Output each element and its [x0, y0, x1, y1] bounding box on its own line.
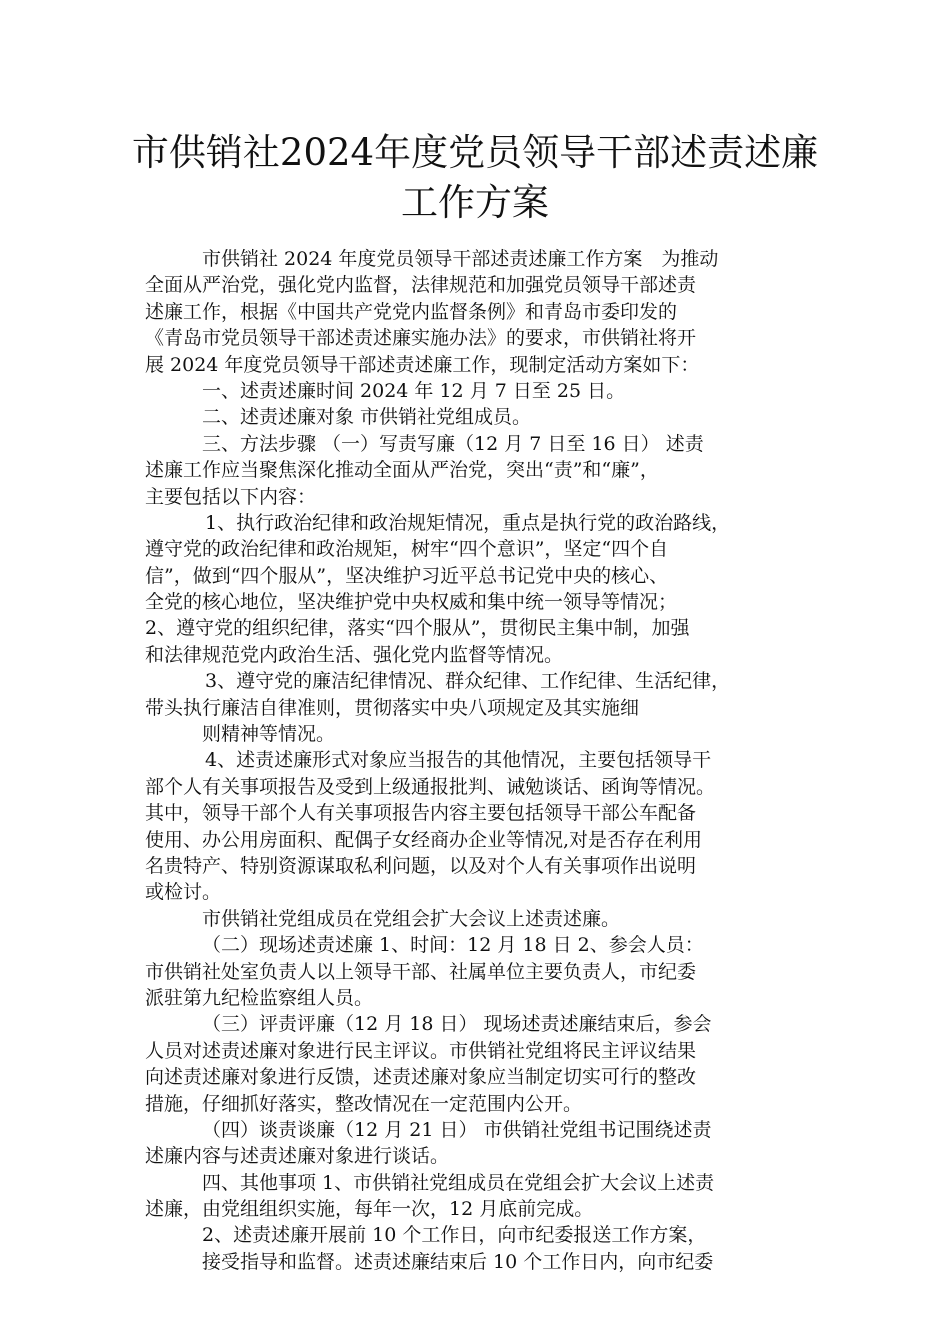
- document-title-line-2: 工作方案: [401, 181, 549, 224]
- body-text-line: 全面从严治党，强化党内监督，法律规范和加强党员领导干部述责: [145, 274, 697, 297]
- body-text-line: （三）评责评廉（12 月 18 日） 现场述责述廉结束后，参会: [202, 1013, 712, 1036]
- body-text-line: 或检讨。: [145, 881, 222, 904]
- body-text-line: 遵守党的政治纪律和政治规矩，树牢“四个意识”，坚定“四个自: [145, 538, 669, 561]
- body-text-line: 市供销社党组成员在党组会扩大会议上述责述廉。: [202, 907, 621, 930]
- body-text-line: 和法律规范党内政治生活、强化党内监督等情况。: [145, 643, 564, 666]
- body-text-line: 1、执行政治纪律和政治规矩情况，重点是执行党的政治路线，: [205, 511, 731, 534]
- body-text-line: 三、方法步骤 （一）写责写廉（12 月 7 日至 16 日） 述责: [202, 432, 704, 455]
- body-text-line: 带头执行廉洁自律准则，贯彻落实中央八项规定及其实施细: [145, 696, 640, 719]
- body-text-line: 部个人有关事项报告及受到上级通报批判、诫勉谈话、函询等情况。: [145, 775, 716, 798]
- body-text-line: 派驻第九纪检监察组人员。: [145, 986, 374, 1009]
- body-text-line: 述廉工作，根据《中国共产党党内监督条例》和青岛市委印发的: [145, 300, 678, 323]
- body-text-line: 展 2024 年度党员领导干部述责述廉工作，现制定活动方案如下：: [145, 353, 700, 376]
- body-text-line: 人员对述责述廉对象进行民主评议。市供销社党组将民主评议结果: [145, 1039, 697, 1062]
- body-text-line: 其中，领导干部个人有关事项报告内容主要包括领导干部公车配备: [145, 802, 697, 825]
- body-text-line: 名贵特产、特别资源谋取私利问题，以及对个人有关事项作出说明: [145, 854, 697, 877]
- body-text-line: 市供销社 2024 年度党员领导干部述责述廉工作方案 为推动: [202, 248, 719, 270]
- document-title-line-1: 市供销社2024年度党员领导干部述责述廉: [131, 131, 819, 174]
- body-text-line: 使用、办公用房面积、配偶子女经商办企业等情况,对是否存在利用: [145, 828, 703, 851]
- body-text-line: 2、述责述廉开展前 10 个工作日，向市纪委报送工作方案，: [202, 1224, 707, 1247]
- body-text-line: 2、遵守党的组织纪律，落实“四个服从”，贯彻民主集中制，加强: [145, 617, 690, 640]
- body-text-line: （四）谈责谈廉（12 月 21 日） 市供销社党组书记围绕述责: [202, 1118, 712, 1141]
- body-text-line: 则精神等情况。: [202, 723, 336, 746]
- body-text-line: 《青岛市党员领导干部述责述廉实施办法》的要求，市供销社将开: [145, 327, 697, 350]
- body-text-line: 信”，做到“四个服从”，坚决维护习近平总书记党中央的核心、: [145, 564, 669, 587]
- body-text-line: 措施，仔细抓好落实，整改情况在一定范围内公开。: [145, 1092, 583, 1115]
- body-text-line: 市供销社处室负责人以上领导干部、社属单位主要负责人，市纪委: [145, 960, 697, 983]
- body-text-line: 向述责述廉对象进行反馈，述责述廉对象应当制定切实可行的整改: [145, 1066, 697, 1089]
- body-text-line: 4、述责述廉形式对象应当报告的其他情况，主要包括领导干: [205, 749, 712, 772]
- body-text-line: 述廉，由党组组织实施，每年一次，12 月底前完成。: [145, 1198, 594, 1221]
- document-body: [145, 246, 810, 1275]
- body-text-line: 3、遵守党的廉洁纪律情况、群众纪律、工作纪律、生活纪律，: [205, 670, 731, 693]
- body-text-line: 接受指导和监督。述责述廉结束后 10 个工作日内，向市纪委: [202, 1250, 714, 1273]
- body-text-line: 述廉工作应当聚焦深化推动全面从严治党，突出“责”和“廉”，: [145, 459, 659, 482]
- body-text-line: 二、述责述廉对象 市供销社党组成员。: [202, 406, 532, 429]
- body-text-line: 全党的核心地位，坚决维护党中央权威和集中统一领导等情况；: [145, 591, 678, 614]
- body-text-line: （二）现场述责述廉 1、时间：12 月 18 日 2、参会人员：: [202, 934, 704, 957]
- body-text-line: 一、述责述廉时间 2024 年 12 月 7 日至 25 日。: [202, 379, 626, 402]
- body-text-line: 述廉内容与述责述廉对象进行谈话。: [145, 1145, 450, 1168]
- body-text-line: 主要包括以下内容：: [145, 485, 317, 508]
- body-text-line: 四、其他事项 1、市供销社党组成员在党组会扩大会议上述责: [202, 1171, 715, 1194]
